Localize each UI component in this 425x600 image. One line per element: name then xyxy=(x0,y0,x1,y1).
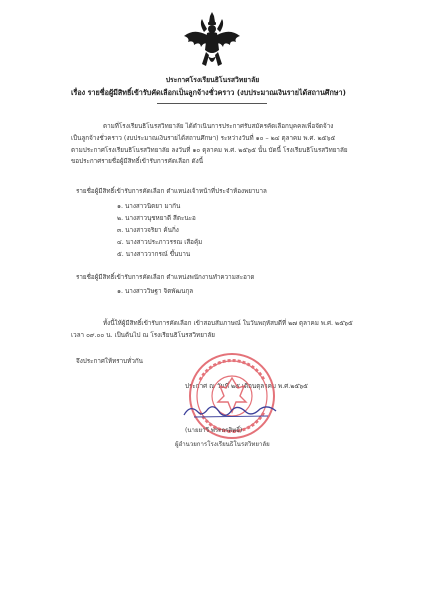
director-position: ผู้อำนวยการโรงเรียนธิโนรสวิทยาลัย xyxy=(175,441,270,448)
announcement-line: จึงประกาศให้ทราบทั่วกัน xyxy=(76,358,143,365)
paragraph-line: ทั้งนี้ให้ผู้มีสิทธิ์เข้ารับการคัดเลือก เข้าสอบสัมภาษณ์ ในวันพฤหัสบดีที่ ๒๗ ตุลาคม พ.ศ. ๒๕๖๕ xyxy=(103,320,353,327)
list-item: ๔. นางสาวประภาวรรณ เสือคุ้ม xyxy=(117,239,203,247)
cleaner-candidate-list xyxy=(117,286,193,298)
intro-paragraph xyxy=(71,121,371,168)
header-divider xyxy=(157,103,267,104)
list-item: ๑. นางสาววิษฐา จิตพัฒนกุล xyxy=(117,288,194,295)
document-subject: เรื่อง รายชื่อผู้มีสิทธิ์เข้ารับคัดเลือกเป็นลูกจ้างชั่วคราว (งบประมาณเงินรายได้สถานศึกษา) xyxy=(71,88,346,97)
paragraph-line: ตามประกาศโรงเรียนธิโนรสวิทยาลัย ลงวันที่ ๑๐ ตุลาคม พ.ศ. ๒๕๖๕ นั้น บัดนี้ โรงเรียนธิโนรสวิทยาลัย xyxy=(71,146,348,154)
list-item: ๒. นางสาวนุชหยาดี สีตะนะอ xyxy=(117,215,196,223)
list-item: ๕. นางสาววากรณ์ ขึ้นบาน xyxy=(117,251,191,259)
garuda-emblem-icon xyxy=(180,10,244,74)
school-name: ประกาศโรงเรียนธิโนรสวิทยาลัย xyxy=(165,76,260,84)
paragraph-line: ขอประกาศรายชื่อผู้มีสิทธิ์เข้ารับการคัดเลือก ดังนี้ xyxy=(71,158,204,166)
list-item: ๓. นางสาวจริยา ค้นกิ่ง xyxy=(117,227,179,235)
paragraph-line: เป็นลูกจ้างชั่วคราว (งบประมาณเงินรายได้สถานศึกษา) ระหว่างวันที่ ๑๐ – ๒๔ ตุลาคม พ.ศ. ๒๕๖๕ xyxy=(71,134,336,142)
paragraph-line: เวลา ๐๙.๐๐ น. เป็นต้นไป ณ โรงเรียนธิโนรสวิทยาลัย xyxy=(71,331,215,339)
list-item: ๑. นางสาวนิตยา มากัน xyxy=(117,203,181,210)
cleaner-list-title: รายชื่อผู้มีสิทธิ์เข้ารับการคัดเลือก ตำแหน่งพนักงานทำความสะอาด xyxy=(76,274,255,281)
nurse-list-title: รายชื่อผู้มีสิทธิ์เข้ารับการคัดเลือก ตำแหน่งเจ้าหน้าที่ประจำห้องพยาบาล xyxy=(76,188,267,195)
nurse-candidate-list xyxy=(117,201,202,261)
announcement-date: ประกาศ ณ วันที่ ๒๕ เดือนตุลาคม พ.ศ.๒๕๖๕ xyxy=(185,383,308,390)
interview-paragraph xyxy=(71,318,371,342)
director-name: (นายยาวี พระกรสิทธิ์) xyxy=(185,427,243,434)
paragraph-line: ตามที่โรงเรียนธิโนรสวิทยาลัย ได้ดำเนินการประกาศรับสมัครคัดเลือกบุคคลเพื่อจัดจ้าง xyxy=(103,123,334,130)
director-signature-icon xyxy=(180,400,280,422)
